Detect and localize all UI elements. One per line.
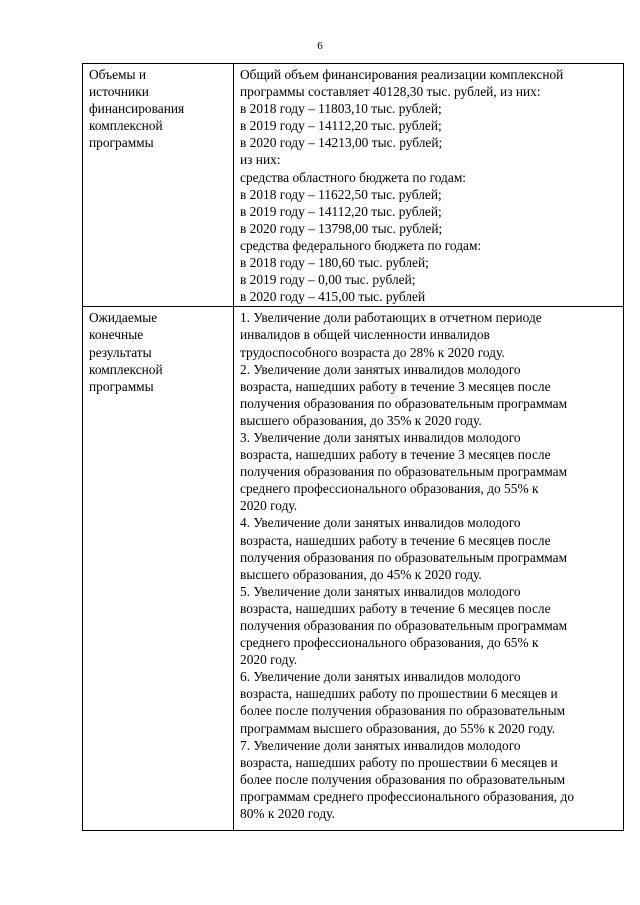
label-line: комплексной (89, 118, 163, 134)
content-line: получения образования по образовательным программам (240, 464, 568, 480)
label-line: программы (89, 378, 154, 394)
label-line: результаты (89, 344, 152, 360)
content-line: возраста, нашедших работу в течение 6 месяцев после (240, 532, 551, 548)
content-line: более после получения образования по образовательным (240, 771, 566, 787)
content-line: в 2019 году – 0,00 тыс. рублей; (240, 272, 416, 288)
content-line: возраста, нашедших работу по прошествии 6 месяцев и (240, 686, 558, 702)
label-line: программы (89, 135, 154, 151)
content-line: возраста, нашедших работу в течение 3 месяцев после (240, 378, 551, 394)
content-line: средства федерального бюджета по годам: (240, 237, 482, 253)
content-line: в 2020 году – 415,00 тыс. рублей (240, 289, 426, 305)
content-line: в 2019 году – 14112,20 тыс. рублей; (240, 118, 442, 134)
content-line: в 2019 году – 14112,20 тыс. рублей; (240, 203, 442, 219)
row-label-funding (83, 64, 234, 307)
content-line: 2020 году. (240, 498, 298, 514)
table-row-funding (83, 64, 624, 307)
content-line: получения образования по образовательным программам (240, 618, 568, 633)
content-line: программы составляет 40128,30 тыс. рублей, из них: (240, 84, 541, 100)
content-line: 3. Увеличение доли занятых инвалидов молодого (240, 429, 521, 445)
program-passport-table (82, 63, 624, 831)
content-line: возраста, нашедших работу в течение 6 месяцев после (240, 600, 551, 616)
content-line: 2. Увеличение доли занятых инвалидов молодого (240, 361, 521, 377)
content-line: трудоспособного возраста до 28% к 2020 году. (240, 344, 505, 360)
content-line: инвалидов в общей численности инвалидов (240, 327, 490, 343)
content-line: в 2018 году – 11622,50 тыс. рублей; (240, 186, 442, 202)
content-line: 6. Увеличение доли занятых инвалидов молодого (240, 669, 521, 685)
content-line: в 2020 году – 13798,00 тыс. рублей; (240, 220, 443, 236)
label-line: финансирования (89, 101, 185, 117)
label-line: источники (89, 84, 149, 100)
label-line: Объемы и (89, 67, 147, 82)
content-line: 4. Увеличение доли занятых инвалидов молодого (240, 515, 521, 531)
content-line: программам среднего профессионального образования, до (240, 788, 575, 804)
content-line: в 2018 году – 11803,10 тыс. рублей; (240, 101, 442, 117)
content-line: в 2018 году – 180,60 тыс. рублей; (240, 255, 429, 271)
label-line: комплексной (89, 361, 163, 377)
content-line: получения образования по образовательным программам (240, 395, 568, 411)
content-line: высшего образования, до 45% к 2020 году. (240, 566, 482, 582)
label-line: Ожидаемые (89, 310, 158, 326)
content-line: 2020 году. (240, 652, 298, 668)
content-line: возраста, нашедших работу по прошествии 6 месяцев и (240, 754, 558, 770)
content-line: 80% к 2020 году. (240, 806, 335, 822)
page-number: 6 (317, 40, 323, 52)
content-line: среднего профессионального образования, до 55% к (240, 481, 539, 497)
label-line: конечные (89, 327, 144, 343)
row-content-funding (234, 64, 624, 307)
content-line: средства областного бюджета по годам: (240, 169, 467, 185)
row-label-results (83, 307, 234, 831)
content-line: более после получения образования по образовательным (240, 703, 566, 719)
content-line: в 2020 году – 14213,00 тыс. рублей; (240, 135, 443, 151)
content-line: 1. Увеличение доли работающих в отчетном периоде (240, 310, 542, 326)
content-line: получения образования по образовательным программам (240, 549, 568, 565)
content-line: возраста, нашедших работу в течение 3 месяцев после (240, 447, 551, 463)
content-line: среднего профессионального образования, до 65% к (240, 635, 539, 651)
content-line: 5. Увеличение доли занятых инвалидов молодого (240, 583, 521, 599)
row-content-results (234, 307, 624, 831)
content-line: Общий объем финансирования реализации комплексной (240, 67, 564, 82)
content-line: программам высшего образования, до 55% к 2020 году. (240, 720, 556, 736)
content-line: из них: (240, 152, 281, 168)
table-row-results (83, 307, 624, 831)
content-line: 7. Увеличение доли занятых инвалидов молодого (240, 737, 521, 753)
content-line: высшего образования, до 35% к 2020 году. (240, 412, 482, 428)
